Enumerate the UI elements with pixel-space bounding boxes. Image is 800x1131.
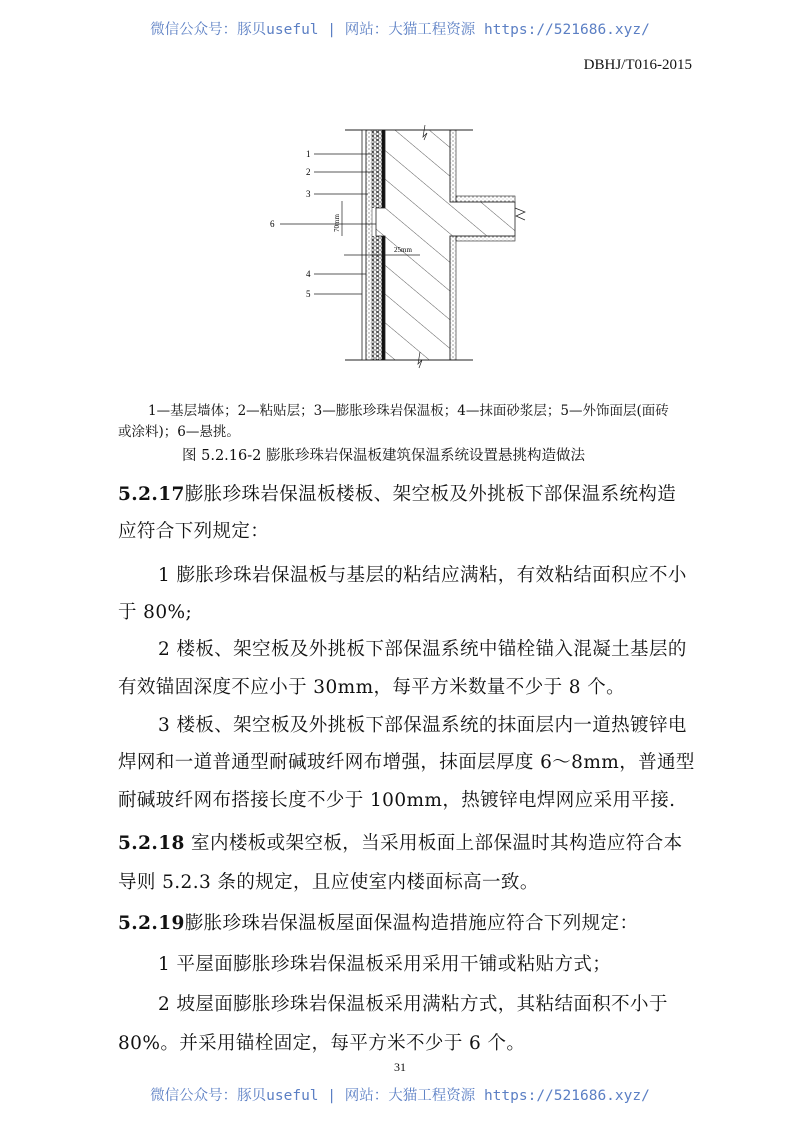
clause-text: 室内楼板或架空板，当采用板面上部保温时其构造应符合本 bbox=[184, 833, 683, 854]
body-line: 导则 5.2.3 条的规定，且应使室内楼面标高一致。 bbox=[118, 872, 539, 893]
body-line: 有效锚固深度不应小于 30mm，每平方米数量不少于 8 个。 bbox=[118, 677, 626, 698]
body-line: 80%。并采用锚栓固定，每平方米不少于 6 个。 bbox=[118, 1033, 526, 1054]
label-6: 6 bbox=[270, 219, 275, 229]
label-3: 3 bbox=[306, 189, 311, 199]
body-line: 2 坡屋面膨胀珍珠岩保温板采用满粘方式，其粘结面积不小于 bbox=[158, 994, 668, 1015]
label-4: 4 bbox=[306, 269, 311, 279]
clause-number: 5.2.17 bbox=[118, 484, 185, 505]
figure-legend-line-1: 1—基层墙体；2—粘贴层；3—膨胀珍珠岩保温板；4—抹面砂浆层；5—外饰面层(面砖 bbox=[148, 403, 669, 419]
clause-number: 5.2.18 bbox=[118, 833, 185, 854]
cantilever-construction-figure bbox=[260, 120, 540, 370]
body-line: 耐碱玻纤网布搭接长度不少于 100mm，热镀锌电焊网应采用平接. bbox=[118, 790, 676, 811]
wall-section bbox=[345, 125, 525, 368]
label-1: 1 bbox=[306, 149, 311, 159]
clause-text: 膨胀珍珠岩保温板屋面保温构造措施应符合下列规定： bbox=[184, 913, 639, 934]
label-2: 2 bbox=[306, 167, 311, 177]
label-5: 5 bbox=[306, 289, 311, 299]
standard-code: DBHJ/T016-2015 bbox=[583, 57, 692, 73]
body-line: 应符合下列规定： bbox=[118, 521, 270, 542]
clause-5-2-18 bbox=[118, 829, 682, 855]
body-line: 3 楼板、架空板及外挑板下部保温系统的抹面层内一道热镀锌电 bbox=[158, 715, 687, 736]
body-line: 2 楼板、架空板及外挑板下部保温系统中锚栓锚入混凝土基层的 bbox=[158, 639, 687, 660]
clause-number: 5.2.19 bbox=[118, 913, 185, 934]
dim-70mm: 70mm bbox=[333, 214, 341, 232]
body-line: 焊网和一道普通型耐碱玻纤网布增强，抹面层厚度 6～8mm，普通型 bbox=[118, 752, 695, 773]
page-number: 31 bbox=[394, 1060, 406, 1074]
clause-5-2-17 bbox=[118, 480, 676, 506]
dim-25mm: 25mm bbox=[394, 246, 412, 254]
body-line: 于 80%; bbox=[118, 602, 193, 623]
watermark-top: 微信公众号：豚贝useful | 网站：大猫工程资源 https://521686.xyz/ bbox=[150, 22, 650, 38]
clause-5-2-19 bbox=[118, 909, 638, 935]
figure-legend-line-2: 或涂料)；6—悬挑。 bbox=[118, 424, 240, 440]
clause-text: 膨胀珍珠岩保温板楼板、架空板及外挑板下部保温系统构造 bbox=[184, 484, 677, 505]
body-line: 1 平屋面膨胀珍珠岩保温板采用采用干铺或粘贴方式； bbox=[158, 954, 612, 975]
body-line: 1 膨胀珍珠岩保温板与基层的粘结应满粘，有效粘结面积应不小 bbox=[158, 565, 687, 586]
figure-caption: 图 5.2.16-2 膨胀珍珠岩保温板建筑保温系统设置悬挑构造做法 bbox=[182, 448, 585, 464]
watermark-bottom: 微信公众号：豚贝useful | 网站：大猫工程资源 https://521686.xyz/ bbox=[150, 1088, 650, 1104]
